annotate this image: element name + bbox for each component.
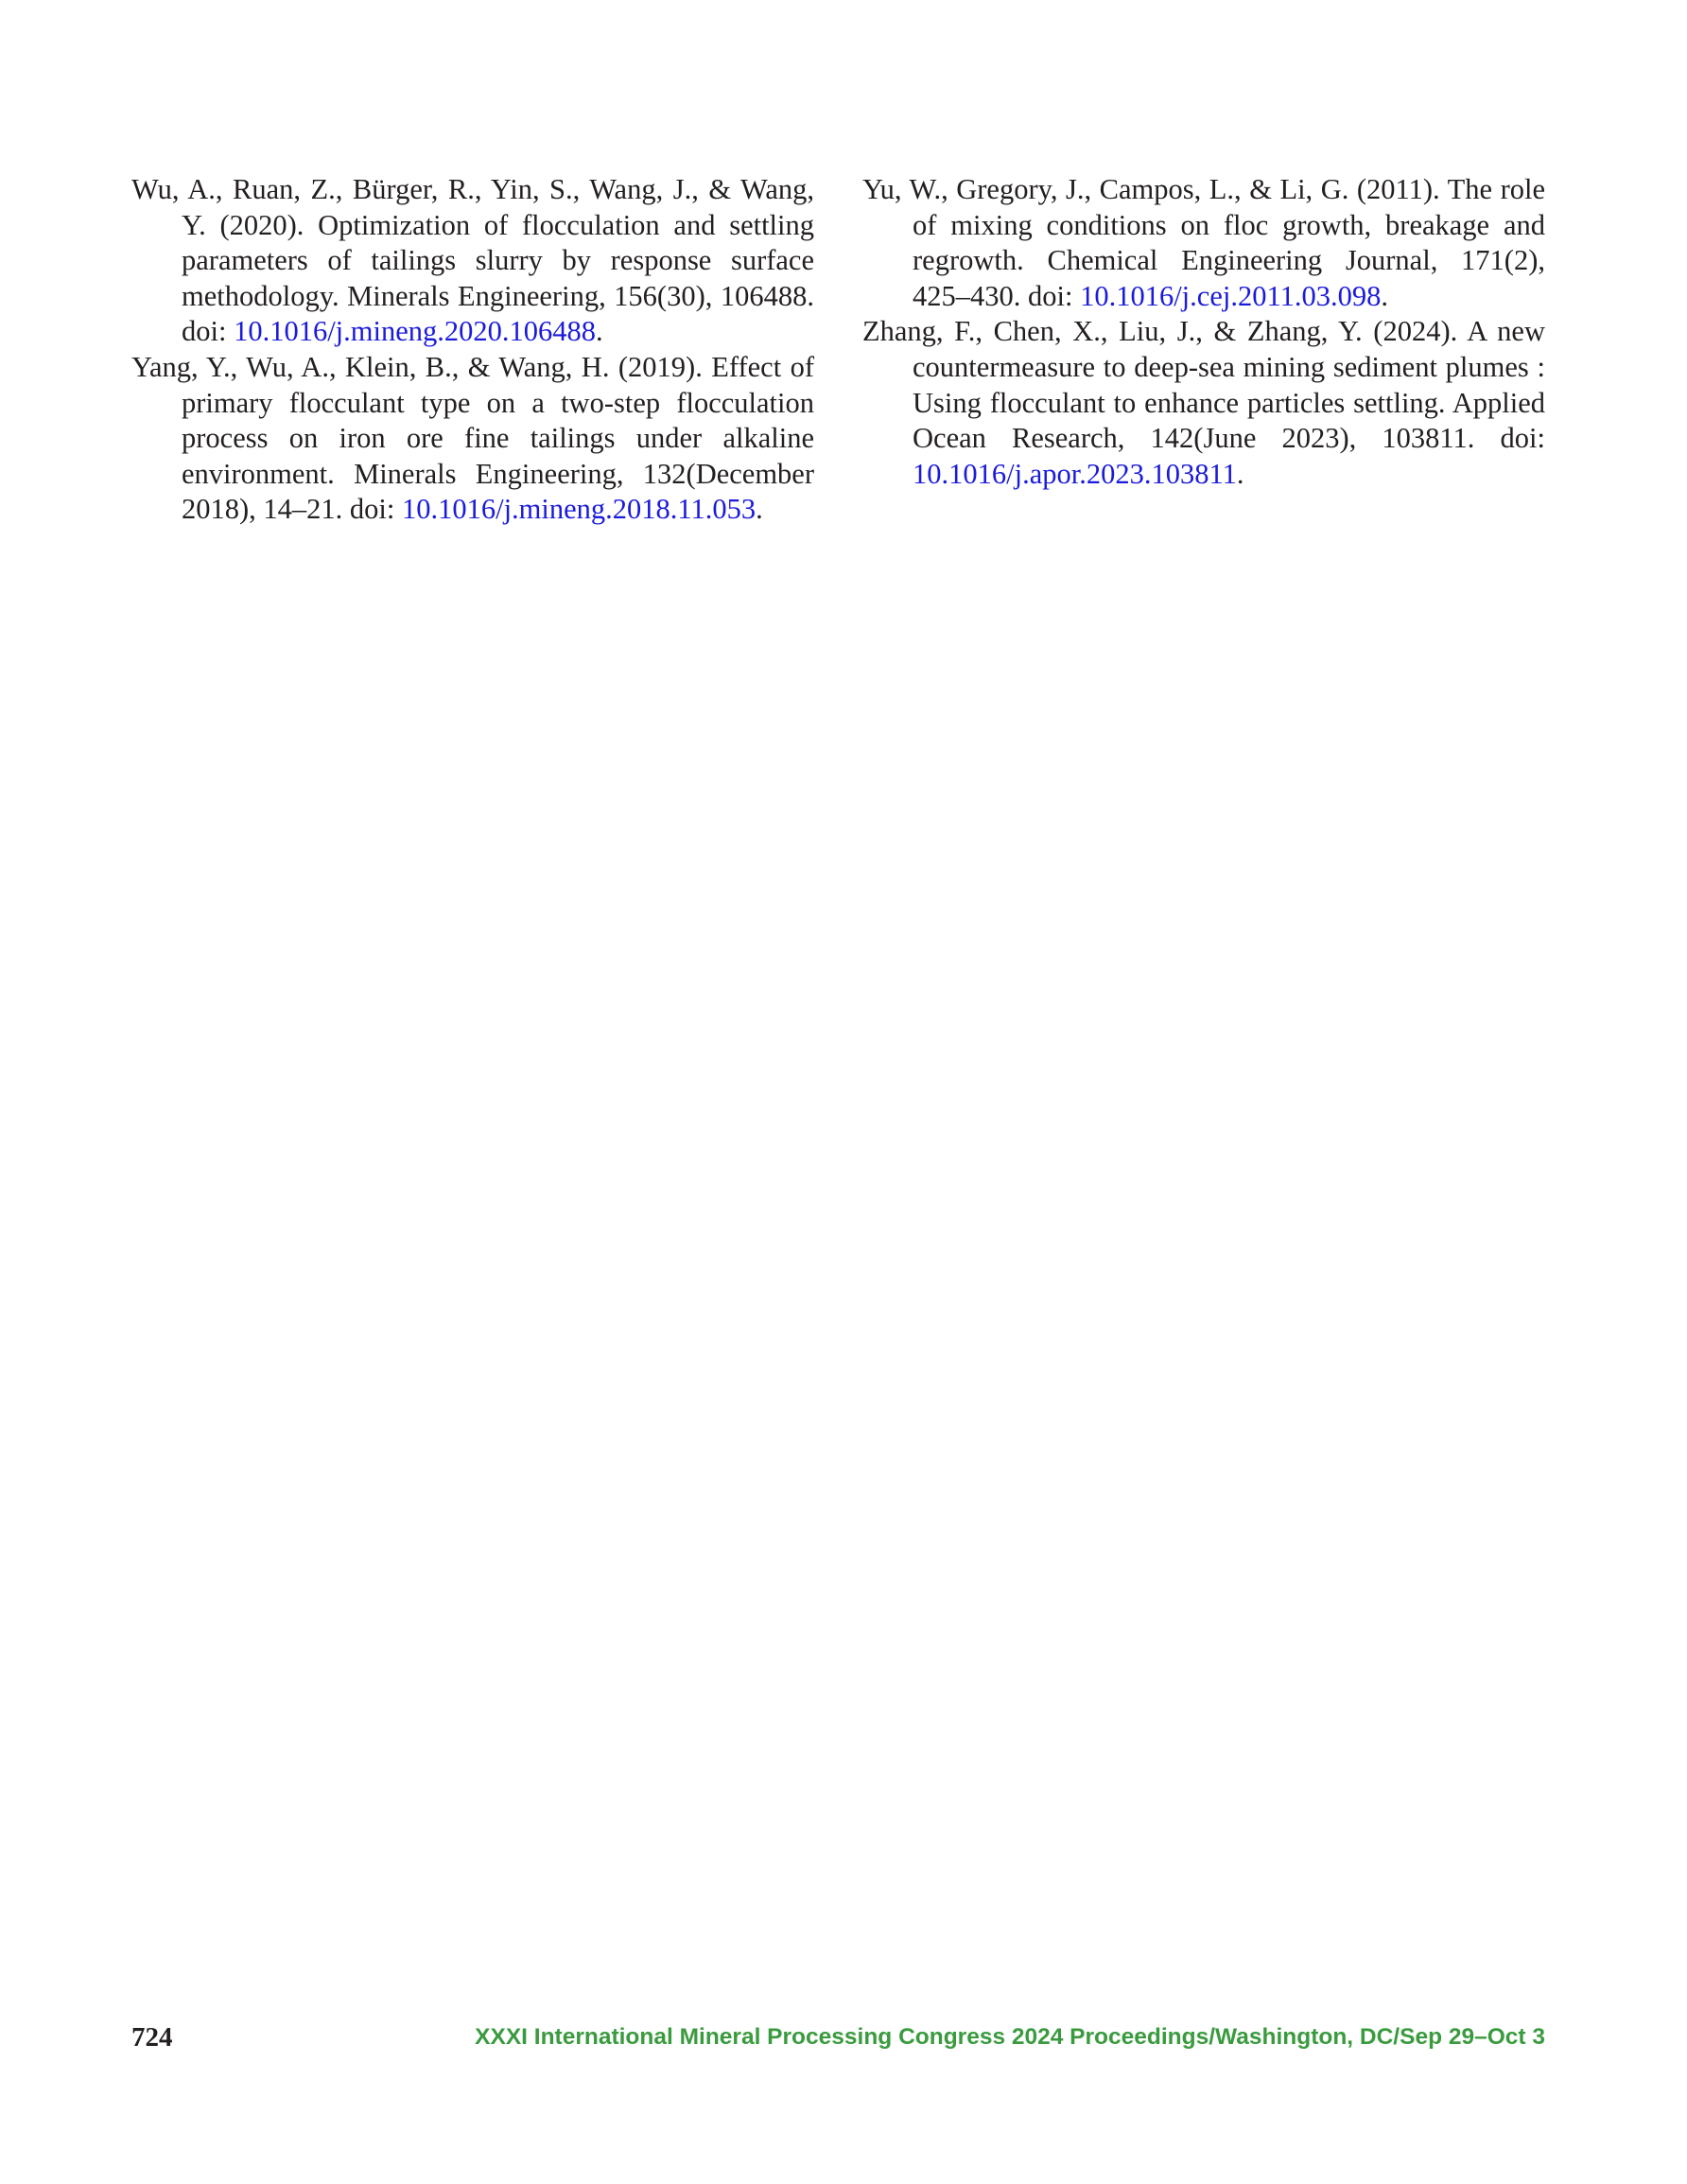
reference-text: Yu, W., Gregory, J., Campos, L., & Li, G. (2011). The role of mixing conditions on floc growth, breakage and regrowth. Chemical Engineering Journal, 171(2), 425–430. doi: [862,173,1545,312]
reference-end: . [756,493,763,526]
reference-end: . [596,315,603,348]
reference-text: Zhang, F., Chen, X., Liu, J., & Zhang, Y. (2024). A new countermeasure to deep-sea mining sediment plumes : Using flocculant to enhance particles settling. Applied Ocean Research, 142(June 2023), 103811. doi: [862,315,1545,455]
reference-entry [862,172,1545,314]
doi-link[interactable]: 10.1016/j.cej.2011.03.098 [1080,279,1382,312]
reference-entry [131,350,814,528]
running-footer-title: XXXI International Mineral Processing Congress 2024 Proceedings/Washington, DC/Sep 29–Oct 3 [475,2024,1545,2050]
reference-text: Yang, Y., Wu, A., Klein, B., & Wang, H. (2019). Effect of primary flocculant type on a two-step flocculation process on iron ore fine tailings under alkaline environment. Minerals Engineering, 132(December 2018), 14–21. doi: [131,350,814,526]
reference-entry [862,314,1545,492]
page-number: 724 [131,2022,173,2053]
reference-text: Wu, A., Ruan, Z., Bürger, R., Yin, S., Wang, J., & Wang, Y. (2020). Optimization of flocculation and settling parameters of tailings slurry by response surface methodology. Minerals Engineering, 156(30), 106488. doi: [131,173,814,348]
reference-end: . [1381,279,1388,312]
reference-entry [131,172,814,350]
doi-link[interactable]: 10.1016/j.mineng.2020.106488 [234,315,597,348]
references-column-left [131,172,814,528]
references-column-right [862,172,1545,492]
doi-link[interactable]: 10.1016/j.mineng.2018.11.053 [401,493,757,526]
page-footer [131,2022,1545,2060]
doi-link[interactable]: 10.1016/j.apor.2023.103811 [913,457,1237,490]
reference-end: . [1236,457,1244,490]
